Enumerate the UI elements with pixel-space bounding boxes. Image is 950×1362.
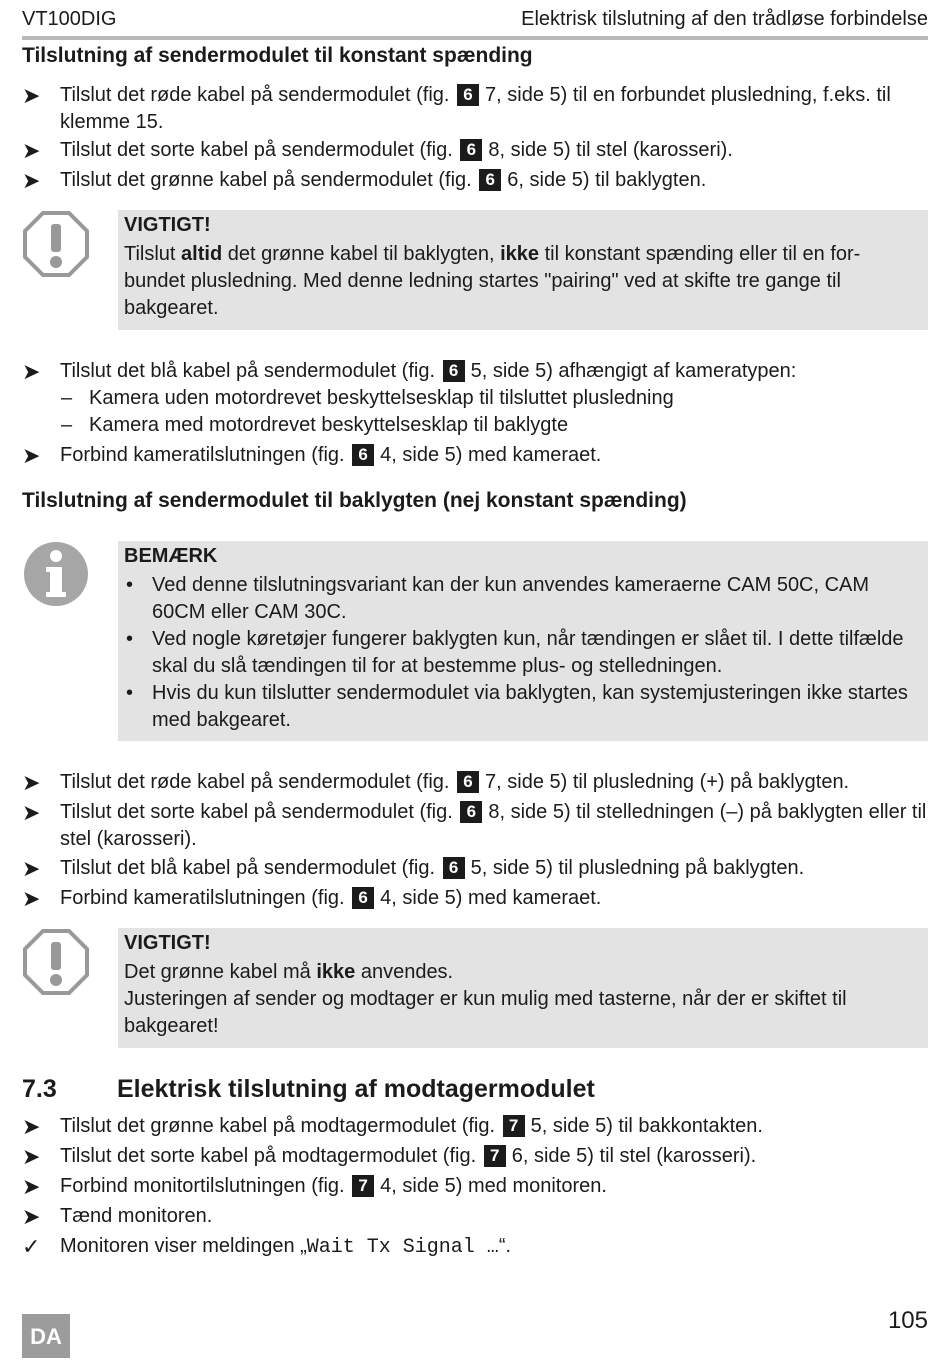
- item-text: 8, side 5) til stel (karosseri).: [488, 139, 733, 161]
- figure-ref-badge: 6: [460, 801, 482, 823]
- arrow-marker: ➤: [22, 1204, 41, 1229]
- item-text: 8, side 5) til stelledningen (–) på baklygten eller til stel (karosseri).: [60, 801, 927, 850]
- list-item: [22, 885, 928, 912]
- list-item: [22, 442, 928, 469]
- header-chapter: Elektrisk tilslutning af den trådløse forbindelse: [521, 8, 928, 30]
- emphasis: ikke: [316, 961, 356, 983]
- figure-ref-badge: 6: [352, 444, 374, 466]
- important-box: [118, 928, 928, 1048]
- page-number: 105: [887, 1307, 928, 1334]
- item-text: 4, side 5) med kameraet.: [380, 887, 602, 909]
- list-item: [22, 82, 928, 136]
- item-text: 5, side 5) til plusledning på baklygten.: [470, 857, 805, 879]
- note-bullet-text: Ved nogle køretøjer fungerer baklygten kun, når tændingen er slået til. I dette tilfælde skal du slå tændingen til for at bestemme plus- og stelledningen.: [152, 628, 904, 677]
- list-item: [22, 1173, 928, 1200]
- important-text: [124, 241, 914, 322]
- note-title: BEMÆRK: [124, 545, 218, 567]
- arrow-marker: ➤: [22, 168, 41, 193]
- chapter-title: Elektrisk tilslutning af modtagermodulet: [117, 1075, 595, 1103]
- list-item: [22, 1113, 928, 1140]
- sub-item-text: Kamera med motordrevet beskyttelsesklap til baklygte: [89, 414, 569, 436]
- bullet-dot: •: [126, 628, 134, 650]
- figure-ref-badge: 7: [503, 1115, 525, 1137]
- chapter-number: 7.3: [22, 1075, 57, 1103]
- check-icon: ✓: [22, 1234, 41, 1259]
- list-item: [22, 769, 928, 796]
- item-text: 5, side 5) afhængigt af kameratypen:: [470, 360, 797, 382]
- list-item: [22, 358, 928, 385]
- figure-ref-badge: 6: [457, 84, 479, 106]
- figure-ref-badge: 6: [479, 169, 501, 191]
- arrow-marker: ➤: [22, 886, 41, 911]
- item-text: 7, side 5) til en forbundet plusledning, f.eks. til klemme 15.: [60, 84, 891, 133]
- section-heading-backlight: Tilslutning af sendermodulet til baklygten (nej konstant spænding): [22, 489, 687, 512]
- section-heading-constant: Tilslutning af sendermodulet til konstant spænding: [22, 44, 533, 67]
- important-text: Justeringen af sender og modtager er kun mulig med tasterne, når der er skiftet til bakgearet!: [124, 988, 847, 1037]
- important-title: VIGTIGT!: [124, 214, 211, 236]
- list-item: [22, 167, 928, 194]
- item-text: Tilslut det røde kabel på sendermodulet (fig.: [60, 771, 450, 793]
- header-model: VT100DIG: [22, 8, 117, 30]
- bullet-dot: •: [126, 682, 134, 704]
- dash-marker: –: [61, 387, 73, 409]
- figure-ref-badge: 6: [443, 857, 465, 879]
- text-run: Tilslut: [124, 243, 182, 265]
- arrow-marker: ➤: [22, 443, 41, 468]
- bullet-dot: •: [126, 574, 134, 596]
- arrow-marker: ➤: [22, 770, 41, 795]
- arrow-marker: ➤: [22, 138, 41, 163]
- item-text: Tilslut det blå kabel på sendermodulet (fig.: [60, 857, 436, 879]
- emphasis: altid: [181, 243, 223, 265]
- figure-ref-badge: 7: [352, 1175, 374, 1197]
- dash-marker: –: [61, 414, 73, 436]
- item-text: 5, side 5) til bakkontakten.: [530, 1115, 763, 1137]
- figure-ref-badge: 7: [484, 1145, 506, 1167]
- important-box: [118, 210, 928, 330]
- item-text: Tilslut det røde kabel på sendermodulet (fig.: [60, 84, 450, 106]
- important-text: [124, 959, 914, 986]
- sub-item: [61, 385, 928, 412]
- text-run: Det grønne kabel må: [124, 961, 317, 983]
- item-text: Tilslut det sorte kabel på modtagermodulet (fig.: [60, 1145, 477, 1167]
- note-bullet: [126, 626, 914, 680]
- item-text: Forbind kameratilslutningen (fig.: [60, 887, 345, 909]
- list-item: [22, 855, 928, 882]
- warning-octagon-icon: [22, 210, 90, 278]
- note-bullet-text: Hvis du kun tilslutter sendermodulet via baklygten, kan systemjusteringen ikke startes med bakgearet.: [152, 682, 908, 731]
- list-item: [22, 1143, 928, 1170]
- monitor-message: Wait Tx Signal …: [306, 1236, 499, 1259]
- item-text: Monitoren viser meldingen „: [60, 1235, 307, 1257]
- chapter-heading: [22, 1075, 595, 1104]
- figure-ref-badge: 6: [352, 887, 374, 909]
- item-text: 7, side 5) til plusledning (+) på baklygten.: [485, 771, 850, 793]
- item-text: Forbind kameratilslutningen (fig.: [60, 444, 345, 466]
- important-title: VIGTIGT!: [124, 932, 211, 954]
- language-badge: DA: [22, 1314, 70, 1358]
- note-bullet: [126, 680, 914, 734]
- figure-ref-badge: 6: [457, 771, 479, 793]
- arrow-marker: ➤: [22, 1144, 41, 1169]
- text-run: anvendes.: [355, 961, 454, 983]
- text-run: det grønne kabel til baklygten,: [222, 243, 501, 265]
- emphasis: ikke: [500, 243, 540, 265]
- figure-ref-badge: 6: [460, 139, 482, 161]
- arrow-marker: ➤: [22, 856, 41, 881]
- arrow-marker: ➤: [22, 800, 41, 825]
- sub-item: [61, 412, 928, 439]
- item-text: Tilslut det sorte kabel på sendermodulet (fig.: [60, 139, 453, 161]
- item-text: Tilslut det grønne kabel på modtagermodulet (fig.: [60, 1115, 496, 1137]
- note-bullet-text: Ved denne tilslutningsvariant kan der kun anvendes kameraerne CAM 50C, CAM 60CM eller CAM 30C.: [152, 574, 870, 623]
- note-box: [118, 541, 928, 741]
- arrow-marker: ➤: [22, 1174, 41, 1199]
- item-text: Tilslut det grønne kabel på sendermodulet (fig.: [60, 169, 472, 191]
- header-rule: [22, 36, 928, 40]
- info-icon: [22, 540, 90, 608]
- arrow-marker: ➤: [22, 83, 41, 108]
- page-header: [22, 8, 928, 32]
- sub-item-text: Kamera uden motordrevet beskyttelsesklap til tilsluttet plusledning: [89, 387, 674, 409]
- list-item: [22, 137, 928, 164]
- item-text: “.: [498, 1235, 512, 1257]
- item-text: Forbind monitortilslutningen (fig.: [60, 1175, 345, 1197]
- list-item: [22, 1203, 928, 1230]
- item-text: Tænd monitoren.: [60, 1205, 213, 1227]
- warning-octagon-icon: [22, 928, 90, 996]
- result-item: [22, 1233, 928, 1261]
- note-bullet: [126, 572, 914, 626]
- item-text: 6, side 5) til baklygten.: [507, 169, 707, 191]
- arrow-marker: ➤: [22, 1114, 41, 1139]
- item-text: 6, side 5) til stel (karosseri).: [511, 1145, 757, 1167]
- list-item: [22, 799, 928, 853]
- item-text: Tilslut det sorte kabel på sendermodulet (fig.: [60, 801, 453, 823]
- text-run: til konstant spænding eller til en for-bundet plusledning. Med denne ledning startes "pairing" ved at skifte tre gange til bakgearet.: [124, 243, 861, 319]
- figure-ref-badge: 6: [443, 360, 465, 382]
- item-text: Tilslut det blå kabel på sendermodulet (fig.: [60, 360, 436, 382]
- item-text: 4, side 5) med kameraet.: [380, 444, 602, 466]
- item-text: 4, side 5) med monitoren.: [380, 1175, 607, 1197]
- arrow-marker: ➤: [22, 359, 41, 384]
